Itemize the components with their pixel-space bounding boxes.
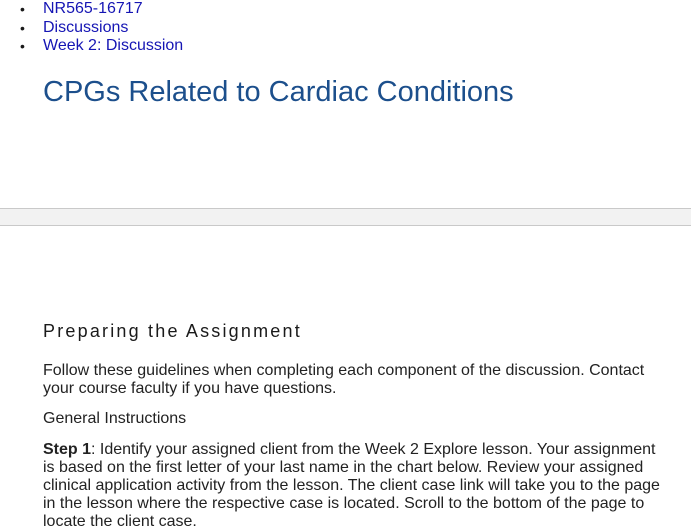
step1-label: Step 1 bbox=[43, 441, 92, 458]
breadcrumb-link-course[interactable]: NR565-16717 bbox=[43, 0, 143, 17]
breadcrumb-item-course bbox=[0, 0, 183, 19]
step1-paragraph bbox=[43, 441, 663, 531]
breadcrumb-link-discussions[interactable]: Discussions bbox=[43, 18, 129, 36]
bullet-icon: • bbox=[20, 38, 25, 54]
breadcrumb-item-week2 bbox=[0, 37, 183, 56]
page-title: CPGs Related to Cardiac Conditions bbox=[43, 76, 514, 108]
section-heading: Preparing the Assignment bbox=[43, 321, 302, 341]
breadcrumb-link-week2-discussion[interactable]: Week 2: Discussion bbox=[43, 37, 184, 54]
section-divider bbox=[0, 208, 691, 226]
general-instructions-heading: General Instructions bbox=[43, 410, 187, 427]
breadcrumb-item-discussions bbox=[0, 19, 183, 38]
step1-text: : Identify your assigned client from the Week 2 Explore lesson. Your assignment is based on the first letter of your last name in the chart below. Review your assigned clinical application activity from the lesson. The client case link will take you to the page in the lesson where the respective case is located. Scroll to the bottom of the page to locate the client case. bbox=[43, 441, 660, 530]
intro-paragraph: Follow these guidelines when completing each component of the discussion. Contact your course faculty if you have questions. bbox=[43, 362, 645, 397]
breadcrumb bbox=[0, 0, 183, 56]
bullet-icon: • bbox=[20, 1, 25, 17]
bullet-icon: • bbox=[20, 19, 25, 36]
